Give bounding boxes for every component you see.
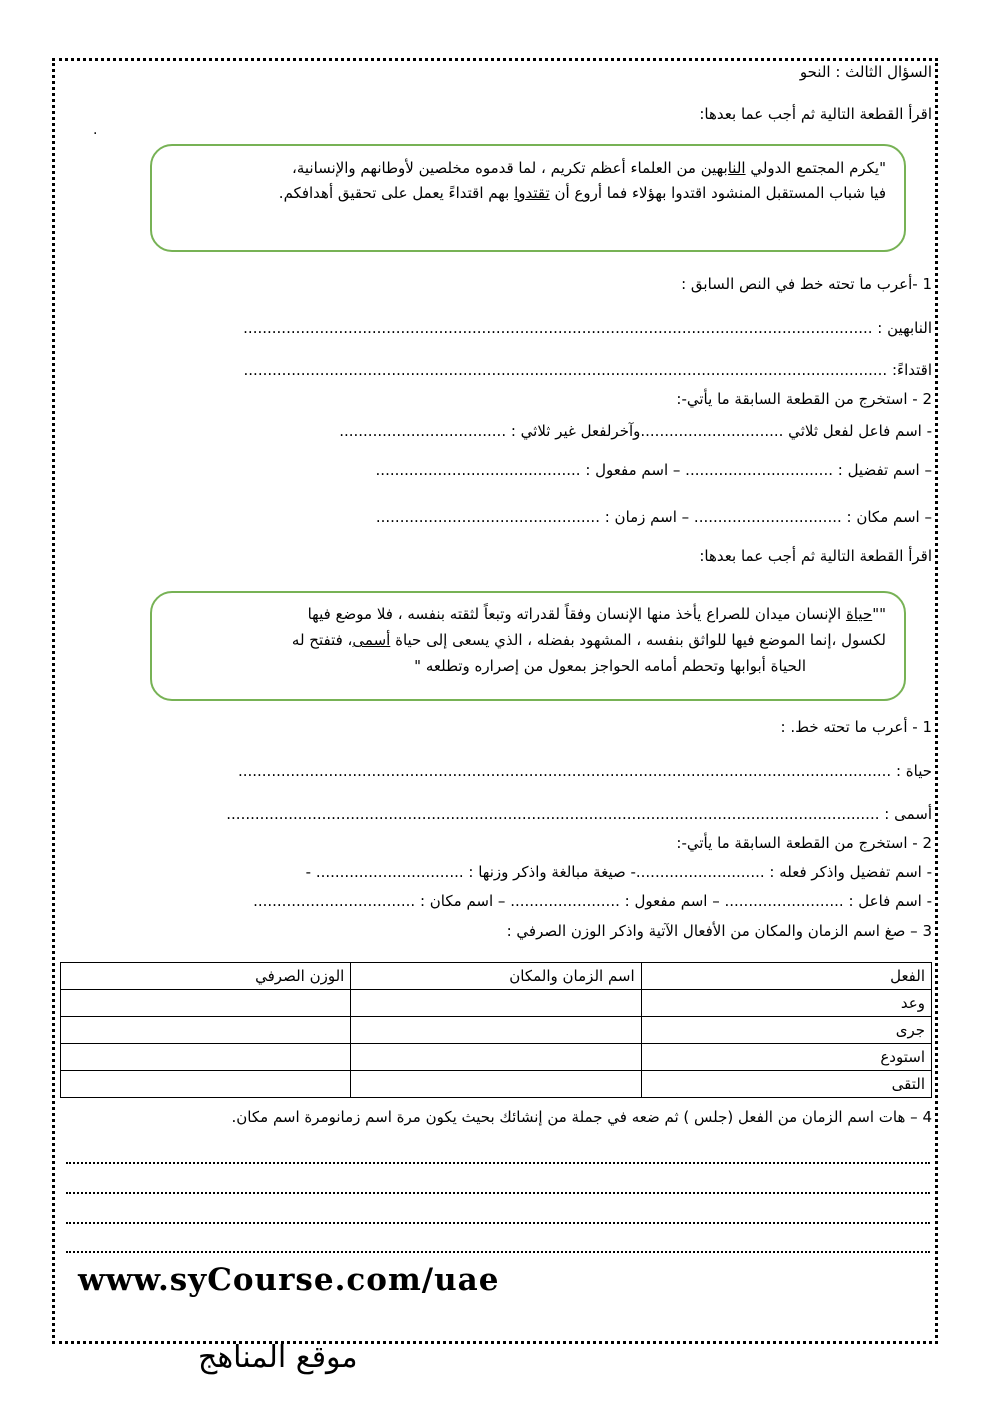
passage-2-line-3: الحياة أبوابها وتحطم أمامه الحواجز بمعول من إصراره وتطلعه " bbox=[414, 657, 806, 675]
s2-q2-line-b: - اسم فاعل : ......................... – اسم مفعول : ....................... – اسم مكان : .................................. bbox=[253, 892, 932, 910]
answer-dotted-line[interactable] bbox=[66, 1251, 930, 1253]
s1-question-2: 2 - استخرج من القطعة السابقة ما يأتي-: bbox=[676, 390, 932, 408]
table-row bbox=[61, 1017, 932, 1044]
site-signature: موقع المناهج bbox=[198, 1340, 358, 1375]
table-row bbox=[61, 990, 932, 1017]
underlined-word-asma: أسمى bbox=[352, 631, 391, 649]
question-title: السؤال الثالث : النحو bbox=[799, 63, 932, 81]
s2-answer-line-hayat: حياة : ......................................................................................................................................... bbox=[237, 762, 932, 780]
morphology-table bbox=[60, 962, 932, 1098]
table-cell-answer[interactable] bbox=[61, 1044, 351, 1071]
table-cell-verb: وعد bbox=[641, 990, 931, 1017]
table-cell-answer[interactable] bbox=[351, 1044, 641, 1071]
s1-answer-line-iqtidaa: اقتداءً: ....................................................................................................................................... bbox=[243, 361, 932, 379]
table-header-cell: الوزن الصرفي bbox=[61, 963, 351, 990]
table-cell-answer[interactable] bbox=[351, 990, 641, 1017]
table-cell-answer[interactable] bbox=[351, 1071, 641, 1098]
answer-dotted-line[interactable] bbox=[66, 1222, 930, 1224]
passage-1-line-1: "يكرم المجتمع الدولي النابهين من العلماء أعظم تكريم ، لما قدموه مخلصين لأوطانهم والإنسانية، bbox=[291, 159, 886, 177]
table-cell-verb: جرى bbox=[641, 1017, 931, 1044]
passage-1-line-2: فيا شباب المستقبل المنشود اقتدوا بهؤلاء فما أروع أن تقتدوا بهم اقتداءً يعمل على تحقيق أهدافكم. bbox=[278, 184, 886, 202]
table-cell-verb: التقى bbox=[641, 1071, 931, 1098]
instruction-2: اقرأ القطعة التالية ثم أجب عما بعدها: bbox=[699, 547, 932, 565]
s1-q2-line-c: – اسم مكان : ............................... – اسم زمان : ............................................... bbox=[375, 508, 932, 526]
answer-dotted-line[interactable] bbox=[66, 1192, 930, 1194]
s1-q2-line-a: - اسم فاعل لفعل ثلاثي ..............................وآخرلفعل غير ثلاثي : ................................... bbox=[339, 422, 932, 440]
table-cell-answer[interactable] bbox=[61, 1071, 351, 1098]
table-cell-answer[interactable] bbox=[61, 990, 351, 1017]
passage-box-1 bbox=[150, 144, 906, 252]
passage-box-2 bbox=[150, 591, 906, 701]
table-row bbox=[61, 1044, 932, 1071]
s1-answer-line-nabiheen: النابهين : .................................................................................................................................... bbox=[243, 319, 932, 337]
s2-question-2: 2 - استخرج من القطعة السابقة ما يأتي-: bbox=[676, 834, 932, 852]
table-header-row bbox=[61, 963, 932, 990]
table-cell-answer[interactable] bbox=[351, 1017, 641, 1044]
website-url[interactable]: www.syCourse.com/uae bbox=[78, 1262, 500, 1298]
underlined-word-hayat: حياة bbox=[845, 605, 873, 623]
s1-q2-line-b: – اسم تفضيل : ............................... – اسم مفعول : ........................................... bbox=[375, 461, 932, 479]
stray-dot: . bbox=[93, 122, 98, 138]
table-header-cell: الفعل bbox=[641, 963, 931, 990]
passage-2-line-2: لكسول ،إنما الموضع فيها للواثق بنفسه ، المشهود بفضله ، الذي يسعى إلى حياة أسمى، فتفتح له bbox=[291, 631, 886, 649]
passage-2-line-1: ""حياة الإنسان ميدان للصراع يأخذ منها الإنسان وفقاً لقدراته وتبعاً لثقته بنفسه ، فلا موضع فيها bbox=[307, 605, 886, 623]
s2-q2-line-a: - اسم تفضيل واذكر فعله : ...........................- صيغة مبالغة واذكر وزنها : ............................... - bbox=[305, 863, 932, 881]
s2-question-1: 1 - أعرب ما تحته خط. : bbox=[780, 718, 932, 736]
s2-question-3: 3 – صغ اسم الزمان والمكان من الأفعال الآتية واذكر الوزن الصرفي : bbox=[506, 922, 932, 940]
answer-dotted-line[interactable] bbox=[66, 1162, 930, 1164]
s2-answer-line-asma: أسمى : ......................................................................................................................................... bbox=[226, 805, 932, 823]
instruction-1: اقرأ القطعة التالية ثم أجب عما بعدها: bbox=[699, 105, 932, 123]
s1-question-1: 1 -أعرب ما تحته خط في النص السابق : bbox=[681, 275, 932, 293]
table-header-cell: اسم الزمان والمكان bbox=[351, 963, 641, 990]
table-cell-verb: استودع bbox=[641, 1044, 931, 1071]
underlined-word-taqtadu: تقتدوا bbox=[514, 184, 550, 202]
table-cell-answer[interactable] bbox=[61, 1017, 351, 1044]
table-row bbox=[61, 1071, 932, 1098]
s2-question-4: 4 – هات اسم الزمان من الفعل (جلس ) ثم ضعه في جملة من إنشائك بحيث يكون مرة اسم زمانومرة اسم مكان. bbox=[231, 1108, 932, 1126]
underlined-word-nabiheen: النابهين bbox=[700, 159, 746, 177]
